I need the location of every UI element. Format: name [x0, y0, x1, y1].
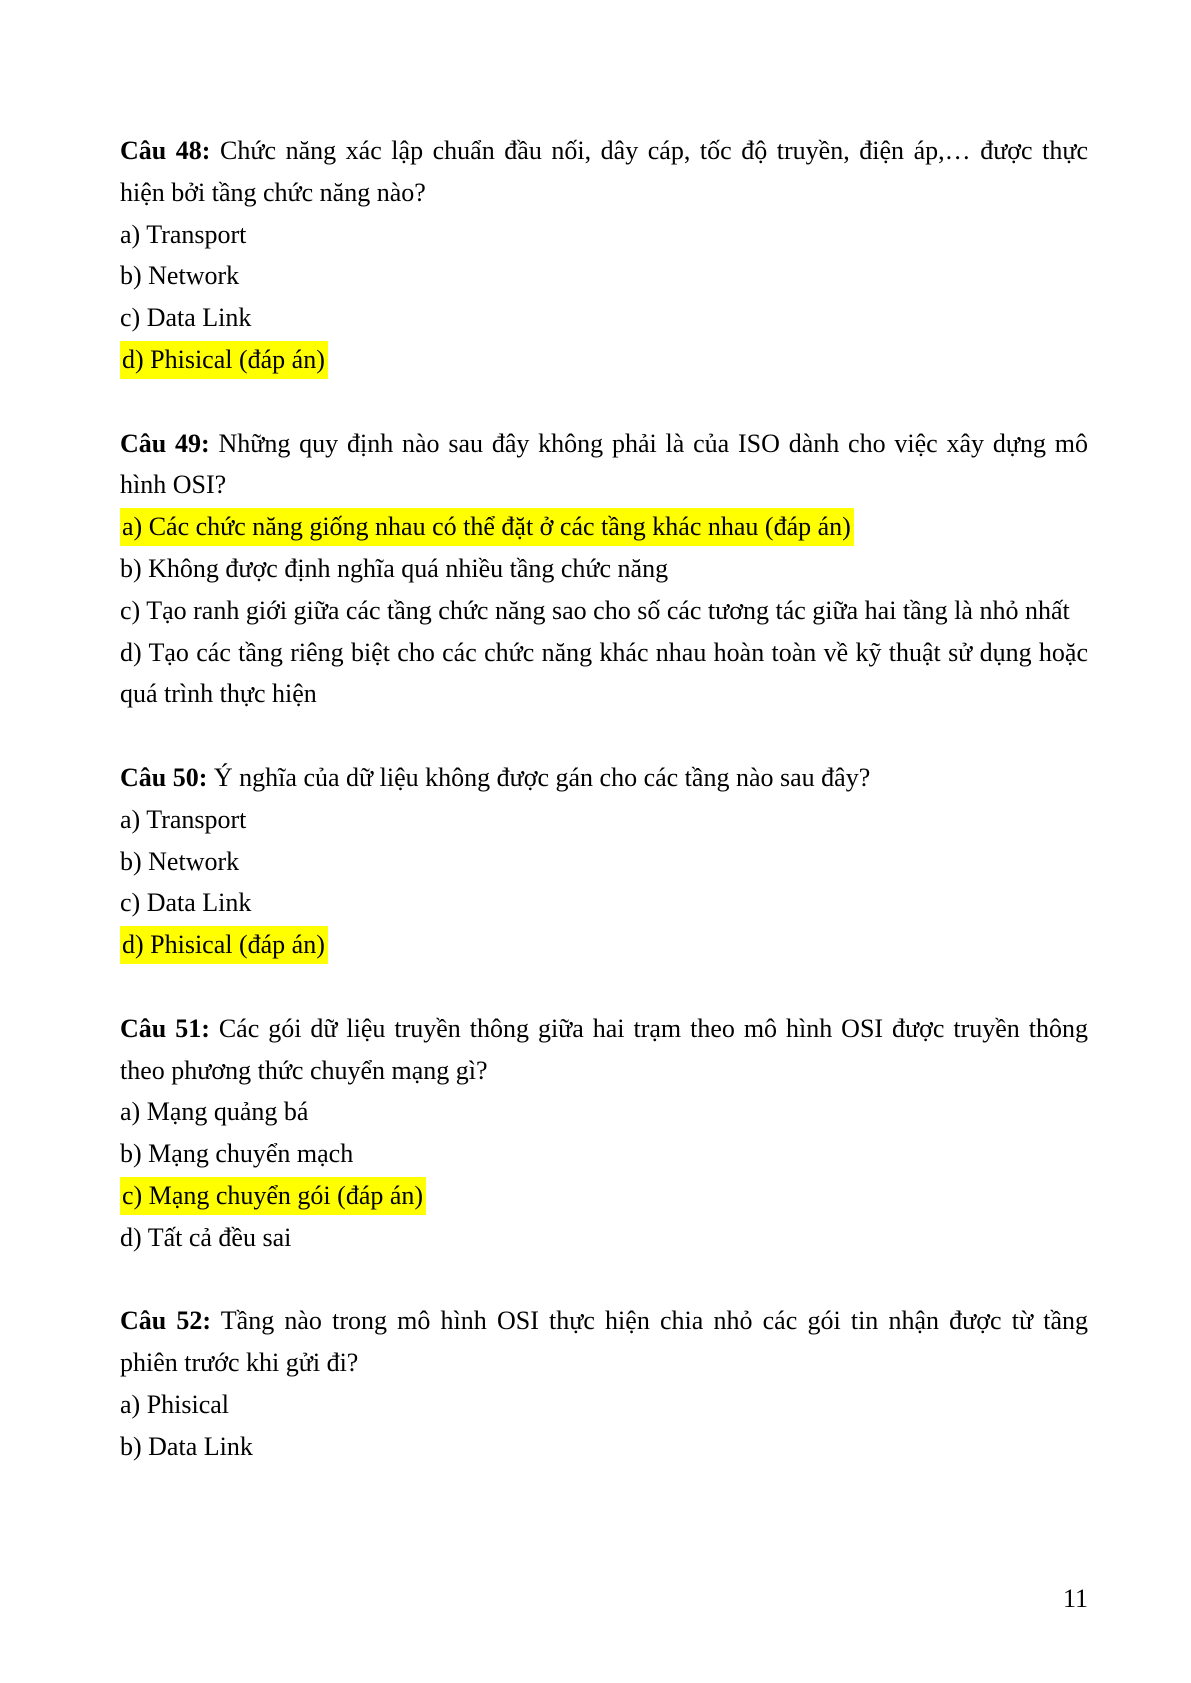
- option-line: c) Data Link: [120, 888, 252, 918]
- option-line: d) Tạo các tầng riêng biệt cho các chức năng khác nhau hoàn toàn về kỹ thuật sử dụng hoặc: [120, 637, 1088, 667]
- question-text-line: Câu 52: Tầng nào trong mô hình OSI thực hiện chia nhỏ các gói tin nhận được từ tầng: [120, 1306, 1088, 1336]
- page-footer: [120, 1578, 1088, 1620]
- question-block: [120, 1008, 1088, 1259]
- option-line: a) Mạng quảng bá: [120, 1097, 309, 1127]
- highlighted-answer: a) Các chức năng giống nhau có thể đặt ở các tầng khác nhau (đáp án): [120, 508, 854, 546]
- option-line: b) Network: [120, 261, 240, 291]
- question-label: Câu 52:: [120, 1306, 212, 1336]
- option-line: [120, 924, 1088, 966]
- question-block: [120, 423, 1088, 716]
- question-block: [120, 757, 1088, 966]
- option-line: b) Mạng chuyển mạch: [120, 1139, 354, 1169]
- option-line: b) Network: [120, 846, 240, 876]
- questions-container: [120, 130, 1088, 1468]
- highlighted-answer: d) Phisical (đáp án): [120, 926, 328, 964]
- option-line: d) Tất cả đều sai: [120, 1222, 292, 1252]
- question-label: Câu 49:: [120, 428, 210, 458]
- question-text-line: Câu 50: Ý nghĩa của dữ liệu không được gán cho các tầng nào sau đây?: [120, 762, 871, 792]
- question-text-line: Câu 48: Chức năng xác lập chuẩn đầu nối, dây cáp, tốc độ truyền, điện áp,… được thực: [120, 136, 1089, 165]
- question-text-line: hiện bởi tầng chức năng nào?: [120, 177, 426, 207]
- option-line: c) Tạo ranh giới giữa các tầng chức năng sao cho số các tương tác giữa hai tầng là nhỏ nhất: [120, 595, 1070, 625]
- option-line: a) Transport: [120, 219, 247, 249]
- question-label: Câu 50:: [120, 762, 208, 792]
- option-line: quá trình thực hiện: [120, 679, 317, 709]
- question-text-line: theo phương thức chuyển mạng gì?: [120, 1055, 488, 1085]
- question-label: Câu 48:: [120, 136, 211, 165]
- highlighted-answer: d) Phisical (đáp án): [120, 341, 328, 379]
- page-number: 11: [1062, 1583, 1088, 1613]
- highlighted-answer: c) Mạng chuyển gói (đáp án): [120, 1177, 426, 1215]
- question-label: Câu 51:: [120, 1013, 210, 1043]
- question-block: [120, 130, 1088, 381]
- option-line: a) Phisical: [120, 1389, 230, 1419]
- question-text-line: Câu 49: Những quy định nào sau đây không phải là của ISO dành cho việc xây dựng mô: [120, 428, 1088, 458]
- option-line: [120, 339, 1088, 381]
- question-block: [120, 1300, 1088, 1467]
- question-text-line: hình OSI?: [120, 470, 227, 500]
- option-line: a) Transport: [120, 804, 247, 834]
- option-line: [120, 506, 1088, 548]
- option-line: c) Data Link: [120, 303, 252, 333]
- question-text-line: Câu 51: Các gói dữ liệu truyền thông giữa hai trạm theo mô hình OSI được truyền thông: [120, 1013, 1088, 1043]
- question-text-line: phiên trước khi gửi đi?: [120, 1348, 359, 1378]
- option-line: b) Không được định nghĩa quá nhiều tầng chức năng: [120, 553, 669, 583]
- option-line: b) Data Link: [120, 1431, 253, 1461]
- option-line: [120, 1175, 1088, 1217]
